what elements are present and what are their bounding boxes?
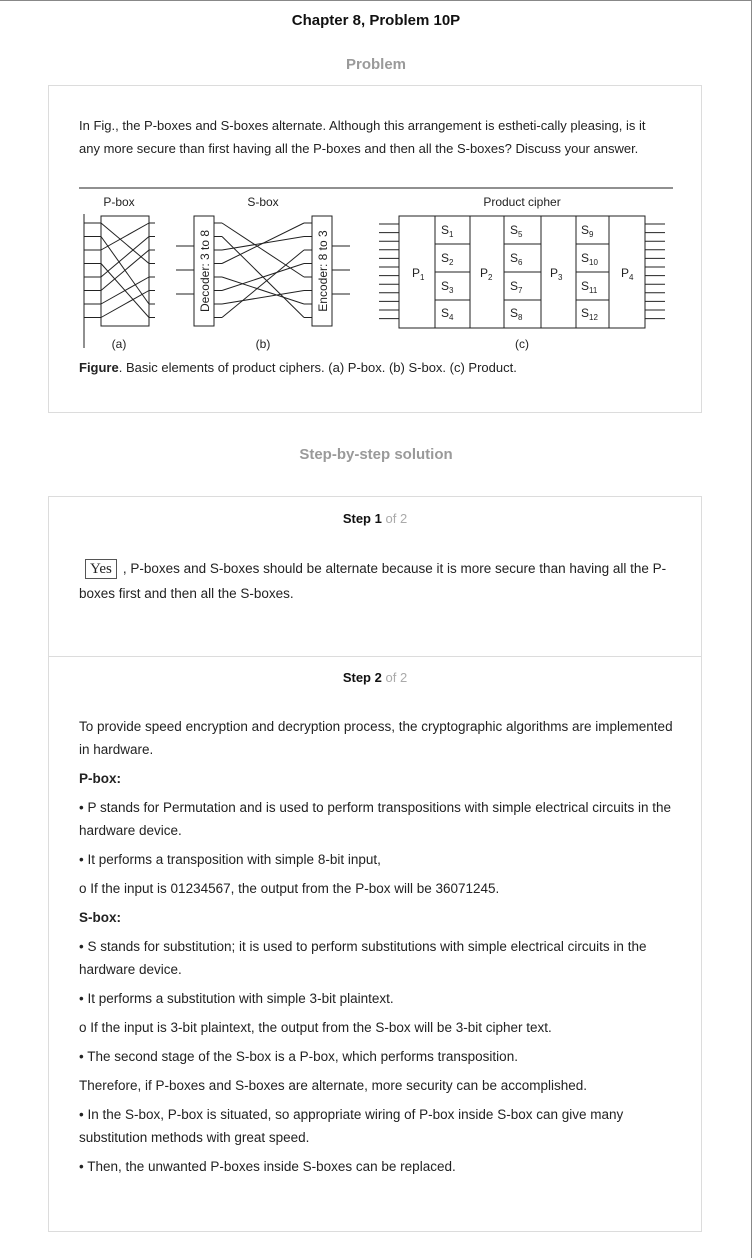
sbox-cell-label: $S_2$ — [441, 251, 454, 267]
page-top-border — [0, 0, 752, 1]
sbox-cell-label: $S_{11}$ — [581, 279, 598, 295]
pbox-label: P-box — [103, 195, 135, 209]
step-2-paragraph: o If the input is 3-bit plaintext, the output from the S-box will be 3-bit cipher text. — [79, 1020, 552, 1035]
sbox-cell-label: $S_5$ — [510, 223, 523, 239]
sbox-cell-label: $S_3$ — [441, 279, 454, 295]
sbox-output-lines — [332, 246, 350, 294]
step-2-body — [79, 715, 674, 1178]
step-2-paragraph: • Then, the unwanted P-boxes inside S-boxes can be replaced. — [79, 1159, 456, 1174]
figure-svg — [79, 186, 673, 356]
step-2-paragraph: Therefore, if P-boxes and S-boxes are alternate, more security can be accomplished. — [79, 1078, 588, 1093]
product-cipher-figure — [79, 186, 673, 356]
pbox-output-lines — [149, 223, 155, 318]
step-1-of: of 2 — [385, 511, 408, 526]
step-1-header — [49, 511, 701, 526]
step-2-paragraph: To provide speed encryption and decryption process, the cryptographic algorithms are implemented in hardware. — [79, 719, 673, 757]
pbox-wires — [101, 223, 149, 318]
sbox-label: S-box — [247, 195, 279, 209]
step-2-paragraph: • The second stage of the S-box is a P-box, which performs transposition. — [79, 1049, 518, 1064]
problem-card — [48, 85, 702, 413]
product-input-lines — [379, 224, 399, 319]
sbox-wire — [222, 223, 304, 277]
step-2-paragraph: • It performs a transposition with simple 8-bit input, — [79, 852, 381, 867]
sbox-cell-label: $S_7$ — [510, 279, 523, 295]
step-1-text: , P-boxes and S-boxes should be alternate because it is more secure than having all the P-boxes first and then all the S-boxes. — [79, 561, 667, 601]
figure-a-label: (a) — [111, 337, 127, 351]
figure-caption-label: Figure — [79, 360, 119, 375]
sbox-cell-label: $S_9$ — [581, 223, 594, 239]
sbox-cell-label: $S_{12}$ — [581, 306, 598, 322]
step-2-paragraph: o If the input is 01234567, the output from the P-box will be 36071245. — [79, 881, 500, 896]
pbox-wire — [101, 223, 149, 250]
pbox-wire — [101, 291, 149, 318]
sbox-input-lines — [176, 246, 194, 294]
step-2-paragraph: • P stands for Permutation and is used to perform transpositions with simple electrical circuits in the hardware device. — [79, 800, 671, 838]
sbox-wires — [222, 223, 304, 318]
pbox-wire — [101, 223, 149, 264]
sbox-wire — [222, 291, 304, 305]
step-2-paragraph: • It performs a substitution with simple 3-bit plaintext. — [79, 991, 394, 1006]
step-2-paragraph: • S stands for substitution; it is used to perform substitutions with simple electrical circuits in the hardware device. — [79, 939, 647, 977]
figure-b-label: (b) — [255, 337, 271, 351]
p1-label: $P_1$ — [412, 266, 425, 282]
sbox-cell-label: $S_8$ — [510, 306, 523, 322]
step-2-word: Step — [342, 670, 371, 685]
encoder-input-lines — [304, 223, 312, 318]
step-1-number: 1 — [374, 511, 382, 526]
figure-c-label: (c) — [515, 337, 529, 351]
product-cipher-label: Product cipher — [483, 195, 561, 209]
solution-card — [48, 496, 702, 1232]
step-1-body — [79, 556, 669, 606]
sbox-wire — [222, 277, 304, 304]
p4-label: $P_4$ — [621, 266, 634, 282]
step-2-paragraph: • In the S-box, P-box is situated, so appropriate wiring of P-box inside S-box can give many substitution methods with great speed. — [79, 1107, 624, 1145]
figure-caption — [79, 360, 517, 375]
sbox-cell-label: $S_6$ — [510, 251, 523, 267]
sbox-cell-label: $S_4$ — [441, 306, 454, 322]
encoder-label: Encoder: 8 to 3 — [316, 230, 330, 312]
sbox-cell-label: $S_{10}$ — [581, 251, 598, 267]
solution-heading: Step-by-step solution — [299, 446, 453, 463]
section-label: P-box: — [79, 771, 121, 786]
pbox-input-lines — [84, 223, 101, 318]
sbox-wire — [222, 250, 304, 318]
step-divider — [49, 656, 701, 657]
problem-text: In Fig., the P-boxes and S-boxes alternate. Although this arrangement is estheti-cally pleasing, is it any more secure than first having all the P-boxes and then all the S-boxes? Discuss your answer. — [79, 118, 646, 156]
step-2-number: 2 — [374, 670, 382, 685]
answer-box: Yes — [85, 559, 117, 579]
step-2-of: of 2 — [385, 670, 408, 685]
section-label: S-box: — [79, 910, 121, 925]
decoder-output-lines — [214, 223, 222, 318]
figure-caption-text: . Basic elements of product ciphers. (a) P-box. (b) S-box. (c) Product. — [118, 360, 517, 375]
pbox-wire — [101, 250, 149, 291]
sbox-cell-label: $S_1$ — [441, 223, 454, 239]
chapter-title: Chapter 8, Problem 10P — [291, 12, 461, 29]
product-output-lines — [645, 224, 665, 319]
problem-heading: Problem — [345, 56, 406, 73]
pbox-wire — [101, 277, 149, 304]
p2-label: $P_2$ — [480, 266, 493, 282]
decoder-label: Decoder: 3 to 8 — [198, 229, 212, 313]
sbox-wire — [222, 264, 304, 291]
p3-label: $P_3$ — [550, 266, 563, 282]
sbox-wire — [222, 223, 304, 264]
step-1-word: Step — [342, 511, 371, 526]
step-2-header — [49, 670, 701, 685]
